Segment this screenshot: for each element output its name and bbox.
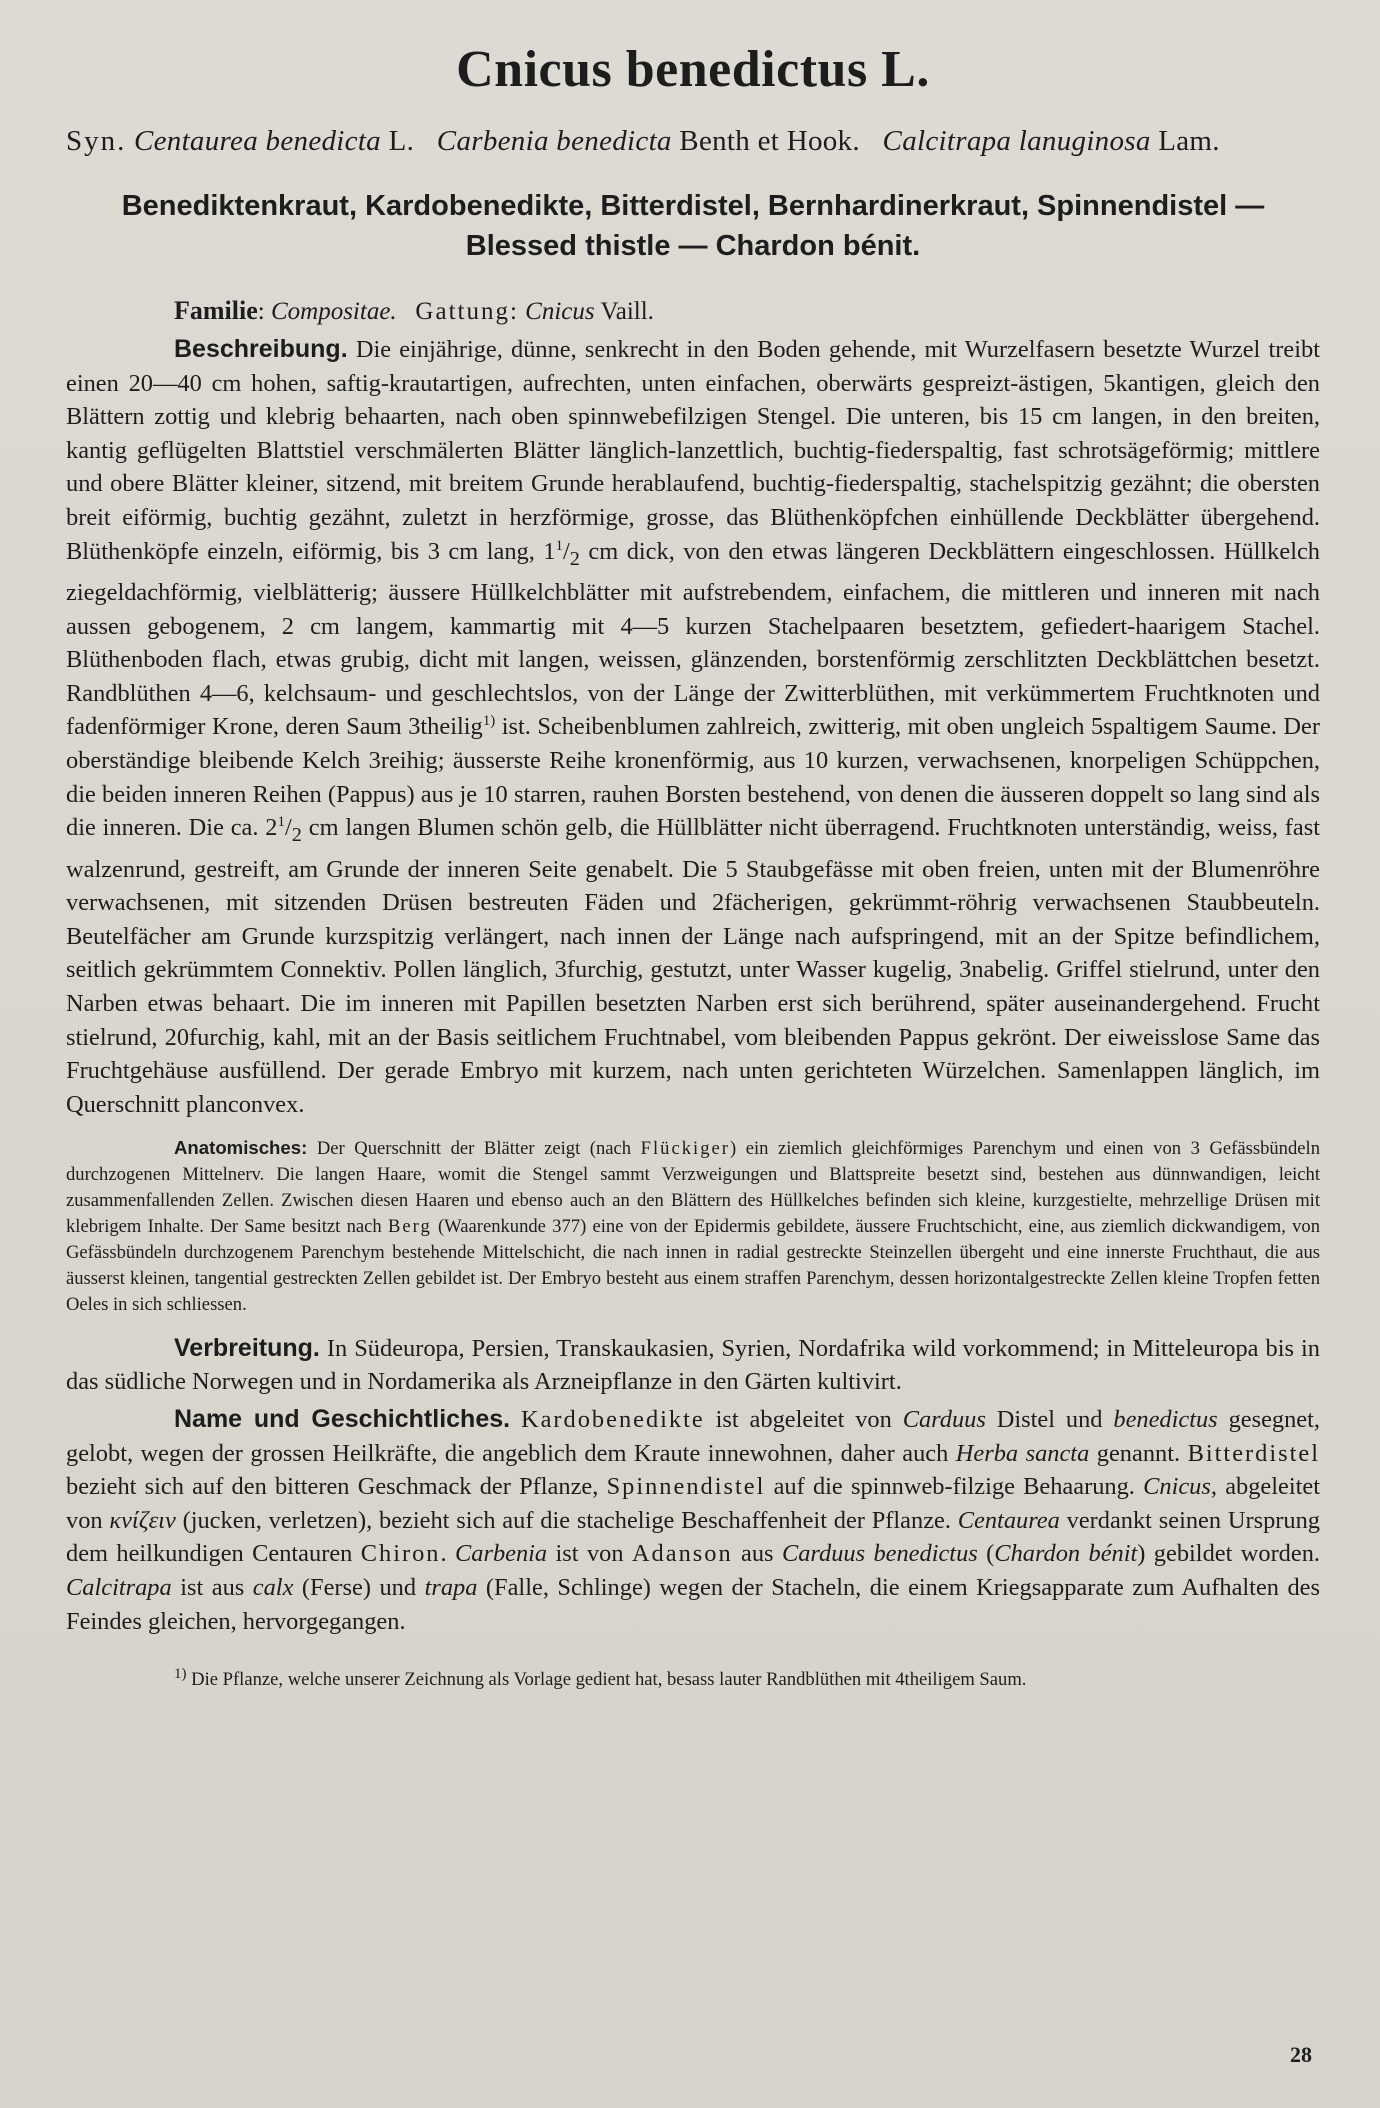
common-names-line: Blessed thistle — Chardon bénit. [465, 230, 921, 262]
latin-term: trapa [424, 1573, 478, 1601]
synonym-author: L. [388, 125, 415, 157]
author-name: Berg [387, 1216, 432, 1238]
author-name: Flückiger [640, 1138, 730, 1160]
family-label: Familie [174, 296, 258, 325]
history-text: auf die spinnweb-filzige Behaarung. [765, 1473, 1144, 1501]
distribution-text: In Südeuropa, Persien, Transkaukasien, Syrien, Nordafrika wild vorkommend; in Mitteleuropa bis in das südliche Norwegen und in Nordamerika als Arzneipflanze in den Gärten kultivirt. [66, 1334, 1320, 1396]
latin-term: Cnicus [1143, 1473, 1211, 1501]
genus-value: Cnicus [525, 298, 595, 325]
fraction-denominator: 2 [291, 824, 302, 847]
description-text: Die einjährige, dünne, senkrecht in den Boden gehende, mit Wurzelfasern besetzte Wurzel treibt einen 20—40 cm hohen, saftig-krautartigen, aufrechten, unten einfachen, oberwärts gespreizt-ästigen, 5kantigen, gleich den Blättern zottig und klebrig behaarten, nach oben spinnwebefilzigen Stengel. Die unteren, bis 15 cm langen, in den breiten, kantig geflügelten Blattstiel verschmälerten Blätter länglich-lanzettlich, buchtig-fiederspaltig, fast schrotsägeförmig; mittlere und obere Blätter kleiner, sitzend, mit breitem Grunde herablaufend, buchtig-fiederspaltig, stachelspitzig gezähnt; die obersten breit eiförmig, buchtig gezähnt, zuletzt in herzförmige, grosse, das Blüthenköpfchen einhüllende Deckblätter übergehend. Blüthenköpfe einzeln, eiförmig, bis 3 cm lang, 1 [66, 336, 1320, 565]
genus-label: Gattung: [415, 298, 519, 325]
synonym-name: Centaurea benedicta [133, 125, 381, 157]
plant-name: Spinnendistel [606, 1473, 766, 1501]
footnote-text: Die Pflanze, welche unserer Zeichnung als Vorlage gedient hat, besass lauter Randblüthen mit 4theiligem Saum. [186, 1669, 1027, 1691]
genus-author: Vaill. [600, 298, 654, 325]
history-text: ist aus [171, 1573, 253, 1601]
person-name: Chiron [360, 1540, 441, 1568]
synonym-name: Calcitrapa lanuginosa [882, 125, 1151, 157]
syn-prefix: Syn. [66, 125, 127, 157]
history-text: Distel und [985, 1405, 1114, 1433]
french-term: Chardon bénit [994, 1540, 1138, 1568]
person-name: Adanson [631, 1540, 733, 1568]
family-line: Familie: Compositae. Gattung: Cnicus Vaill. [174, 296, 654, 325]
history-text: , abgeleitet von [66, 1473, 1321, 1534]
history-text: . [440, 1540, 455, 1568]
latin-term: Centaurea [957, 1506, 1060, 1534]
synonyms-line [66, 125, 1320, 158]
fraction-denominator: 2 [569, 547, 580, 570]
latin-term: calx [252, 1573, 294, 1601]
fraction-slash: / [285, 814, 292, 842]
synonym-author: Lam. [1158, 125, 1220, 157]
history-text: (jucken, verletzen), bezieht sich auf die stachelige Beschaffenheit der Pflanze. [175, 1506, 958, 1534]
latin-term: Herba sancta [955, 1439, 1090, 1467]
description-text: cm dick, von den etwas längeren Deckblättern eingeschlossen. Hüllkelch ziegeldachförmig, vielblätterig; äussere Hüllkelchblätter mit aufstrebendem, einfachem, die mittleren und inneren mit nach aussen gebogenem, 2 cm langem, kammartig mit 4—5 kurzen Stachelpaaren besetztem, gefiedert-haarigem Stachel. Blüthenboden flach, etwas grubig, dicht mit langen, weissen, glänzenden, borstenförmig zerschlitzten Deckblättchen besetzt. Randblüthen 4—6, kelchsaum- und geschlechtslos, von der Länge der Zwitterblüthen, mit verkümmertem Fruchtknoten und fadenförmiger Krone, deren Saum 3theilig [66, 537, 1320, 741]
fraction-numerator: 1 [277, 814, 285, 831]
synonym-author: Benth et Hook. [679, 125, 860, 157]
anatomy-text: Der Querschnitt der Blätter zeigt (nach [307, 1138, 641, 1160]
history-text: aus [732, 1540, 782, 1568]
fraction-slash: / [562, 537, 570, 565]
history-heading: Name und Geschichtliches. [174, 1404, 511, 1433]
history-text: ) gebildet worden. [1137, 1540, 1321, 1568]
history-paragraph [66, 1403, 1320, 1638]
history-text: gesegnet, gelobt, wegen der grossen Heilkräfte, die angeblich dem Kraute innewohnen, daher auch [66, 1405, 1321, 1467]
plant-name: Bitterdistel [1187, 1439, 1320, 1467]
anatomy-paragraph [66, 1135, 1320, 1317]
synonym-name: Carbenia benedicta [436, 125, 672, 157]
distribution-heading: Verbreitung. [174, 1333, 320, 1362]
family-value: Compositae. [270, 298, 397, 325]
latin-term: Calcitrapa [66, 1573, 172, 1601]
anatomy-text: (Waarenkunde 377) eine von der Epidermis gebildete, äussere Fruchtschicht, eine, aus ziemlich dickwandigem, von Gefässbündeln durchzogenem Parenchym bestehende Mittelschicht, die nach innen in radial gestreckte Steinzellen übergeht und eine innerste Fruchthaut, die aus äusserst kleinen, tangential gestreckten Zellen gebildet ist. Der Embryo besteht aus einem straffen Parenchym, dessen horizontalgestreckte Zellen kleine Tropfen fetten Oeles in sich schliessen. [66, 1216, 1320, 1315]
greek-term: κνίζειν [109, 1506, 176, 1534]
history-text: (Falle, Schlinge) wegen der Stacheln, die einem Kriegsapparate zum Aufhalten des Feindes gleichen, hervorgegangen. [66, 1573, 1320, 1635]
plant-name: Kardobenedikte [520, 1405, 705, 1433]
anatomy-text: ) ein ziemlich gleichförmiges Parenchym und einen von 3 Gefässbündeln durchzogenen Mittelnerv. Die langen Haare, womit die Stengel sammt Verzweigungen und Blattspreite besetzt sind, bestehen aus dünnwandigen, leicht zusammenfallenden Zellen. Zwischen diesen Haaren und ebenso auch an den Blättern des Hüllkelches befinden sich kleine, kurzgestielte, mehrzellige Drüsen mit klebrigem Inhalte. Der Same besitzt nach [66, 1138, 1320, 1238]
page-number: 28 [1290, 2042, 1312, 2067]
description-text: ist. Scheibenblumen zahlreich, zwitterig, mit oben ungleich 5spaltigem Saume. Der oberständige bleibende Kelch 3reihig; äusserste Reihe kronenförmig, aus 10 kurzen, verwachsenen, knorpeligen Schüppchen, die beiden inneren Reihen (Pappus) aus je 10 starren, rauhen Borsten bestehend, von denen die äusseren doppelt so lang sind als die inneren. Die ca. 2 [66, 713, 1320, 842]
footnote-reference[interactable]: 1) [482, 713, 496, 730]
anatomy-heading: Anatomisches: [174, 1137, 308, 1159]
fraction-numerator: 1 [555, 537, 563, 554]
footnote [66, 1658, 1320, 1702]
common-names-line: Benediktenkraut, Kardobenedikte, Bitterdistel, Bernhardinerkraut, Spinnendistel — [121, 190, 1265, 222]
history-text: genannt. [1089, 1439, 1188, 1467]
page-title: Cnicus benedictus L. [456, 41, 930, 98]
latin-term: Carbenia [454, 1540, 548, 1568]
latin-term: Carduus [902, 1405, 986, 1433]
latin-term: benedictus [1113, 1405, 1218, 1433]
history-text: ist von [547, 1540, 632, 1568]
history-text: verdankt seinen Ursprung dem heilkundigen Centauren [66, 1506, 1320, 1568]
history-text: ist abgeleitet von [704, 1405, 903, 1433]
distribution-paragraph [66, 1332, 1320, 1399]
description-text: cm langen Blumen schön gelb, die Hüllblätter nicht überragend. Fruchtknoten unterständig, weiss, fast walzenrund, gestreift, am Grunde der inneren Seite genabelt. Die 5 Staubgefässe mit oben freien, unten mit der Blumenröhre verwachsenen, mit sitzenden Drüsen bestreuten Fäden und 2fächerigen, gekrümmt-röhrig verwachsenen Staubbeuteln. Beutelfächer am Grunde kurzspitzig verlängert, nach innen der Länge nach aufspringend, mit an der Spitze befindlichem, seitlich gekrümmtem Connektiv. Pollen länglich, 3furchig, gestutzt, unter Wasser kugelig, 3nabelig. Griffel stielrund, unter den Narben etwas behaart. Die im inneren mit Papillen besetzten Narben erst sich berührend, später auseinandergehend. Frucht stielrund, 20furchig, kahl, mit an der Basis seitlichem Fruchtnabel, vom bleibenden Pappus gekrönt. Der eiweisslose Same das Fruchtgehäuse ausfüllend. Der gerade Embryo mit kurzem, nach unten gerichteten Würzelchen. Samenlappen länglich, im Querschnitt planconvex. [66, 814, 1320, 1118]
history-text: bezieht sich auf den bitteren Geschmack der Pflanze, [66, 1473, 607, 1501]
history-text: ( [977, 1540, 995, 1568]
footnote-mark: 1) [174, 1665, 187, 1682]
description-heading: Beschreibung. [174, 335, 348, 363]
history-text: (Ferse) und [293, 1573, 425, 1601]
description-paragraph [66, 333, 1320, 1121]
common-names [66, 186, 1320, 266]
latin-term: Carduus benedictus [781, 1540, 978, 1568]
